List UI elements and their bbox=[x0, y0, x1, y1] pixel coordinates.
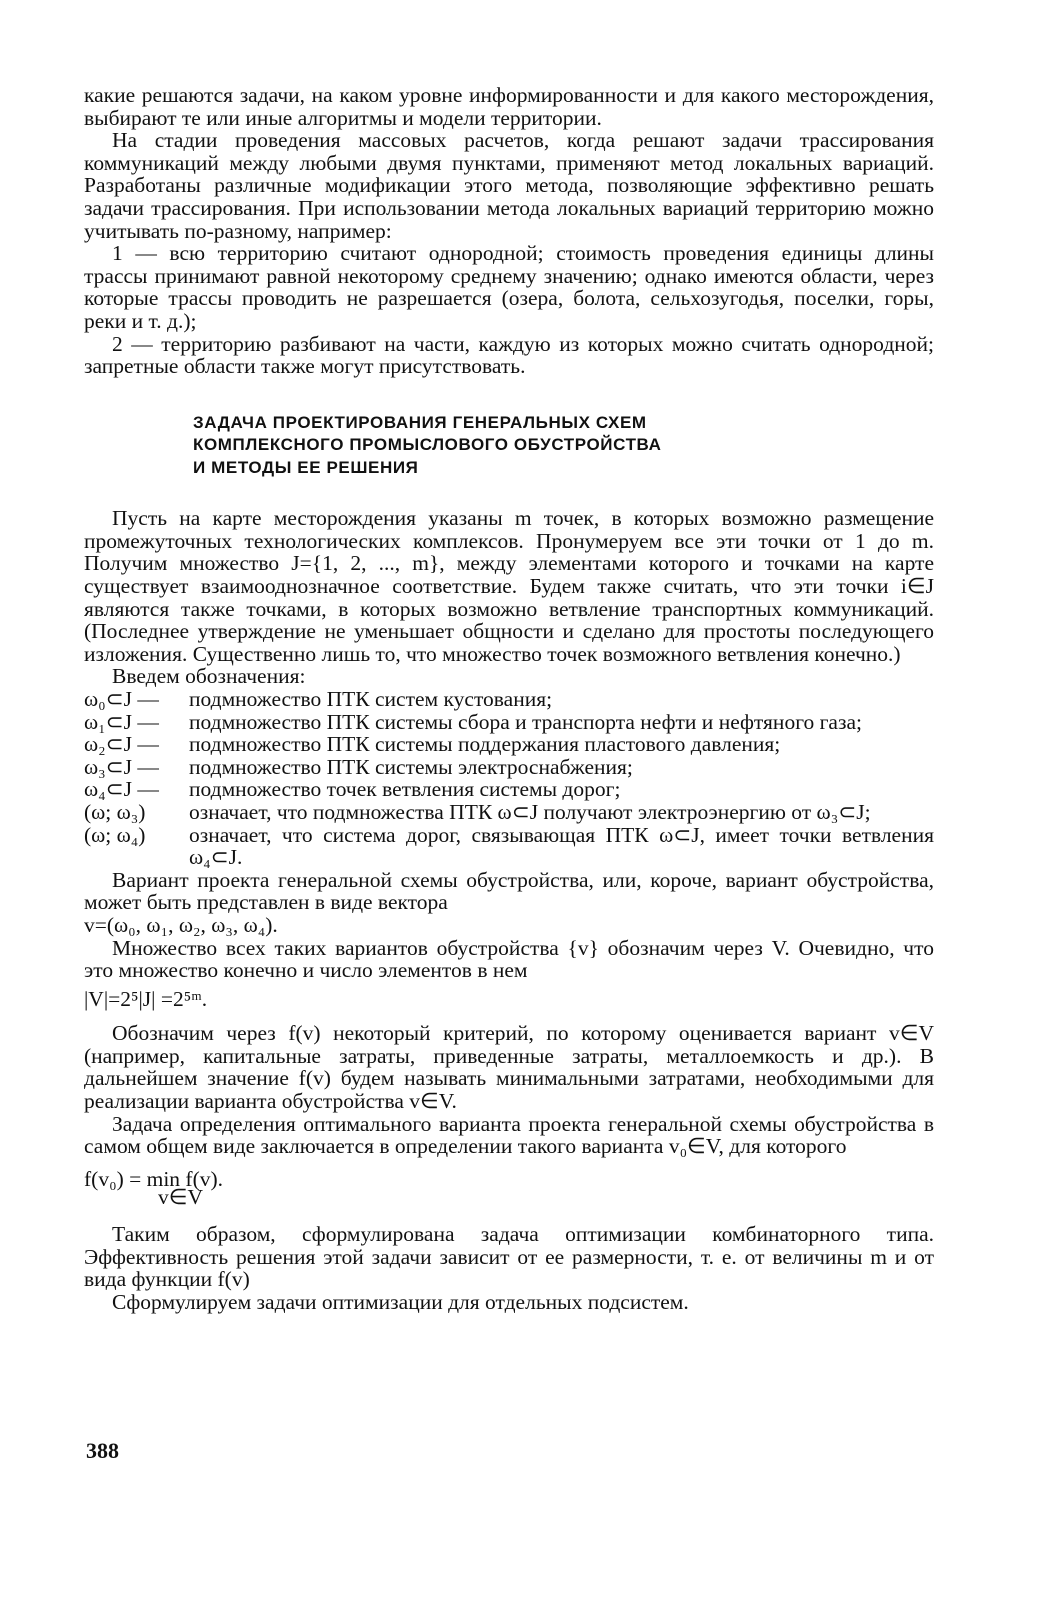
paragraph-subsystems: Сформулируем задачи оптимизации для отдельных подсистем. bbox=[112, 1289, 689, 1314]
definition-item bbox=[84, 688, 934, 711]
formula-min-main: f(v₀) = min f(v). bbox=[84, 1166, 224, 1191]
page-number: 388 bbox=[86, 1438, 119, 1463]
paragraph-notation-intro: Введем обозначения: bbox=[112, 664, 306, 689]
definition-item bbox=[84, 733, 934, 756]
paragraph-optimal: Задача определения оптимального варианта проекта генеральной схемы обустройства в самом общем виде заключается в определении такого варианта v₀∈V, для которого bbox=[84, 1111, 934, 1159]
definition-symbol: ω₀⊂J — bbox=[84, 686, 159, 711]
definition-text: подмножество ПТК системы сбора и транспорта нефти и нефтяного газа; bbox=[189, 709, 862, 734]
definition-symbol: (ω; ω₄) bbox=[84, 822, 146, 847]
paragraph-combinatorial: Таким образом, сформулирована задача оптимизации комбинаторного типа. Эффективность решения этой задачи зависит от ее размерности, т. е. от величины m и от вида функции f(v) bbox=[84, 1222, 934, 1292]
list-item-2: 2 — территорию разбивают на части, каждую из которых можно считать однородной; запретные области также могут присутствовать. bbox=[84, 331, 934, 379]
formula-cardinality: |V|=2⁵|J| =2⁵ᵐ. bbox=[84, 986, 208, 1011]
paragraph-points: Пусть на карте месторождения указаны m точек, в которых возможно размещение промежуточных технологических комплексов. Пронумеруем все эти точки от 1 до m. Получим множество J={1, 2, ..., m}, между элементами которого и точками на карте существует взаимооднозначное соответствие. Будем также считать, что эти точки i∈J являются также точками, в которых возможно ветвление транспортных коммуникаций. (Последнее утверждение не уменьшает общности и сделано для простоты последующего изложения. Существенно лишь то, что множество точек возможного ветвления конечно.) bbox=[84, 506, 934, 666]
formula-min bbox=[84, 1168, 934, 1209]
definition-symbol: ω₃⊂J — bbox=[84, 754, 159, 779]
definition-text: подмножество точек ветвления системы дорог; bbox=[189, 777, 621, 802]
page-text bbox=[84, 84, 934, 1313]
definition-item bbox=[84, 824, 934, 869]
list-item-1: 1 — всю территорию считают однородной; стоимость проведения единицы длины трассы принимают равной некоторому среднему значению; однако имеются области, через которые трассы проводить не разрешается (озера, болота, сельхозугодья, поселки, горы, реки и т. д.); bbox=[84, 241, 934, 333]
definition-symbol: ω₂⊂J — bbox=[84, 732, 159, 757]
definition-text: подмножество ПТК системы поддержания пластового давления; bbox=[189, 732, 781, 757]
heading-line-2: КОМПЛЕКСНОГО ПРОМЫСЛОВОГО ОБУСТРОЙСТВА bbox=[193, 435, 662, 455]
formula-vector: v=(ω₀, ω₁, ω₂, ω₃, ω₄). bbox=[84, 912, 278, 937]
definition-text: подмножество ПТК систем кустования; bbox=[189, 686, 553, 711]
definition-symbol: ω₁⊂J — bbox=[84, 709, 159, 734]
heading-line-3: И МЕТОДЫ ЕЕ РЕШЕНИЯ bbox=[193, 457, 419, 477]
definition-item bbox=[84, 711, 934, 734]
section-heading bbox=[193, 412, 934, 480]
formula-min-subscript: v∈V bbox=[158, 1185, 204, 1210]
definition-item bbox=[84, 756, 934, 779]
paragraph-intro-1: какие решаются задачи, на каком уровне информированности и для какого месторождения, выбирают те или иные алгоритмы и модели территории. bbox=[84, 83, 934, 130]
definition-text: означает, что подмножества ПТК ω⊂J получают электроэнергию от ω₃⊂J; bbox=[189, 799, 871, 824]
definition-text: означает, что система дорог, связывающая ПТК ω⊂J, имеет точки ветвления ω₄⊂J. bbox=[189, 822, 934, 870]
definition-symbol: (ω; ω₃) bbox=[84, 799, 146, 824]
definition-symbol: ω₄⊂J — bbox=[84, 777, 159, 802]
definitions-list bbox=[84, 688, 934, 869]
paragraph-variant: Вариант проекта генеральной схемы обустройства, или, короче, вариант обустройства, может быть представлен в виде вектора bbox=[84, 867, 934, 915]
definition-item bbox=[84, 778, 934, 801]
definition-item bbox=[84, 801, 934, 824]
paragraph-set: Множество всех таких вариантов обустройства {v} обозначим через V. Очевидно, что это множество конечно и число элементов в нем bbox=[84, 935, 934, 983]
definition-text: подмножество ПТК системы электроснабжения; bbox=[189, 754, 633, 779]
paragraph-criterion: Обозначим через f(v) некоторый критерий, по которому оценивается вариант v∈V (например, капитальные затраты, приведенные затраты, металлоемкость и др.). В дальнейшем значение f(v) будем называть минимальными затратами, необходимыми для реализации варианта обустройства v∈V. bbox=[84, 1021, 934, 1114]
heading-line-1: ЗАДАЧА ПРОЕКТИРОВАНИЯ ГЕНЕРАЛЬНЫХ СХЕМ bbox=[193, 412, 647, 432]
paragraph-intro-2: На стадии проведения массовых расчетов, когда решают задачи трассирования коммуникаций между любыми двумя пунктами, применяют метод локальных вариаций. Разработаны различные модификации этого метода, позволяющие эффективно решать задачи трассирования. При использовании метода локальных вариаций территорию можно учитывать по-разному, например: bbox=[84, 128, 934, 243]
